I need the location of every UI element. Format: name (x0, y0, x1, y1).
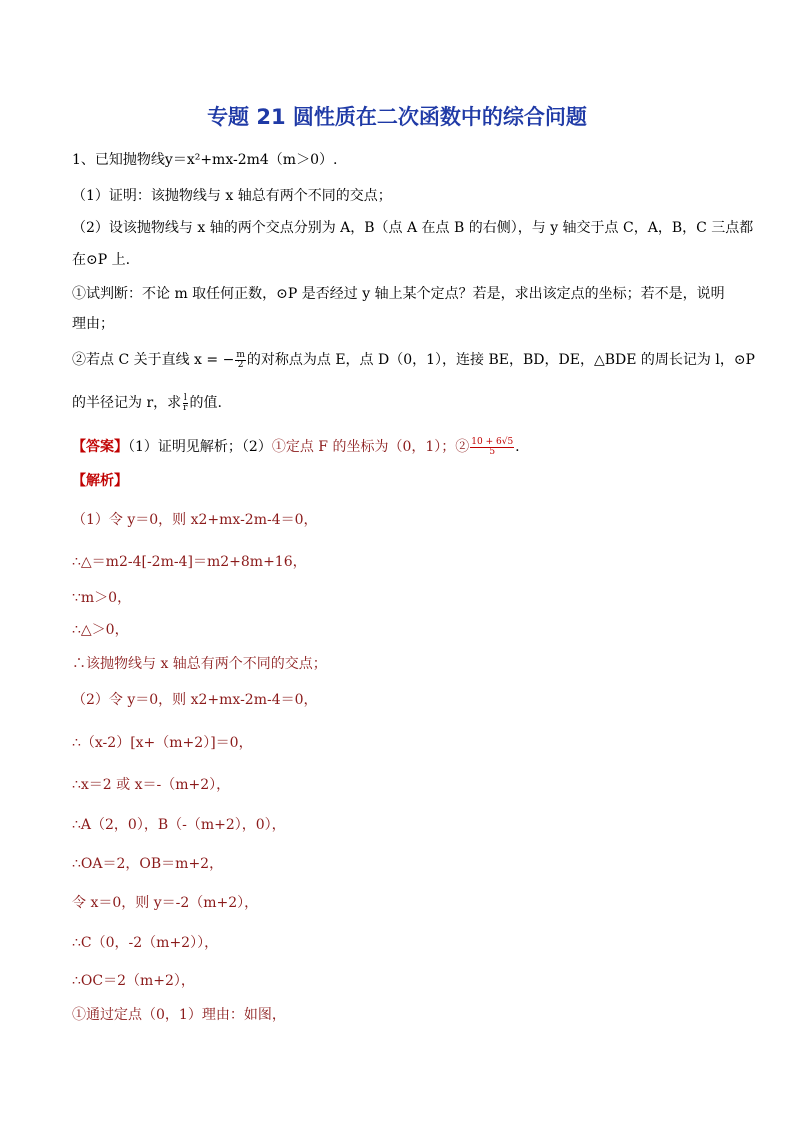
problem-line-5: ①试判断：不论 m 取任何正数，⊙P 是否经过 y 轴上某个定点？若是，求出该定点的坐标；若不是，说明 (72, 286, 725, 302)
problem-line-1: 1、已知抛物线y＝x²+mx-2m4（m＞0）. (72, 152, 338, 168)
page-title: 专题 21 圆性质在二次函数中的综合问题 (207, 105, 587, 129)
fraction-numerator: 10 + 6√5 (471, 436, 514, 447)
answer-text-part-1: （1）证明见解析；（2） (128, 439, 272, 455)
problem-line-2: （1）证明：该抛物线与 x 轴总有两个不同的交点； (72, 188, 392, 204)
fraction-l-over-r (182, 394, 188, 413)
fraction-denominator: 2 (237, 359, 244, 370)
problem-line-7-end: 的对称点为点 E，点 D（0，1），连接 BE，BD，DE，△BDE 的周长记为 l，⊙P (246, 352, 755, 368)
solution-line: ∴该抛物线与 x 轴总有两个不同的交点； (72, 656, 327, 672)
fraction-numerator: l (183, 392, 187, 403)
fraction-denominator: 5 (489, 446, 496, 457)
problem-line-7-start: ②若点 C 关于直线 x = − (72, 352, 235, 368)
answer-tag: 【答案】 (72, 439, 128, 455)
solution-line: 令 x＝0，则 y＝-2（m+2）， (72, 895, 259, 911)
solution-line: （1）令 y＝0，则 x2+mx-2m-4＝0， (72, 512, 318, 528)
solution-line: ∴OA＝2，OB＝m+2， (72, 856, 224, 872)
answer-fraction (470, 438, 514, 457)
problem-line-6: 理由； (72, 316, 114, 332)
problem-line-3: （2）设该抛物线与 x 轴的两个交点分别为 A，B（点 A 在点 B 的右侧），与 y 轴交于点 C，A，B，C 三点都 (72, 220, 754, 236)
solution-line: （2）令 y＝0，则 x2+mx-2m-4＝0， (72, 692, 318, 708)
fraction-denominator: r (183, 402, 188, 413)
solution-line: ①通过定点（0，1）理由：如图， (72, 1007, 286, 1023)
solution-line: ∴C（0，-2（m+2））， (72, 935, 219, 951)
solution-line: ∴A（2，0），B（-（m+2），0）， (72, 817, 286, 833)
solution-line: ∴x＝2 或 x＝-（m+2）， (72, 777, 231, 793)
solution-tag: 【解析】 (72, 473, 128, 489)
solution-line: ∴OC＝2（m+2）， (72, 973, 195, 989)
problem-line-4: 在⊙P 上. (72, 252, 131, 268)
fraction-numerator: m (236, 349, 245, 360)
answer-text-end: . (515, 439, 520, 455)
solution-line: ∴△＝m2-4[-2m-4]＝m2+8m+16， (72, 554, 307, 570)
problem-line-7 (72, 350, 755, 370)
solution-line: ∵m＞0， (72, 590, 132, 606)
problem-line-8-start: 的半径记为 r，求 (72, 395, 182, 411)
problem-line-8-end: 的值. (189, 395, 222, 411)
solution-line: ∴△＞0， (72, 622, 129, 638)
fraction-m-over-2 (235, 351, 246, 370)
solution-line: ∴（x-2）[x+（m+2）]＝0， (72, 735, 253, 751)
answer-line (72, 437, 520, 457)
problem-line-8 (72, 393, 222, 413)
answer-text-part-2: ①定点 F 的坐标为（0，1）；② (271, 439, 470, 455)
